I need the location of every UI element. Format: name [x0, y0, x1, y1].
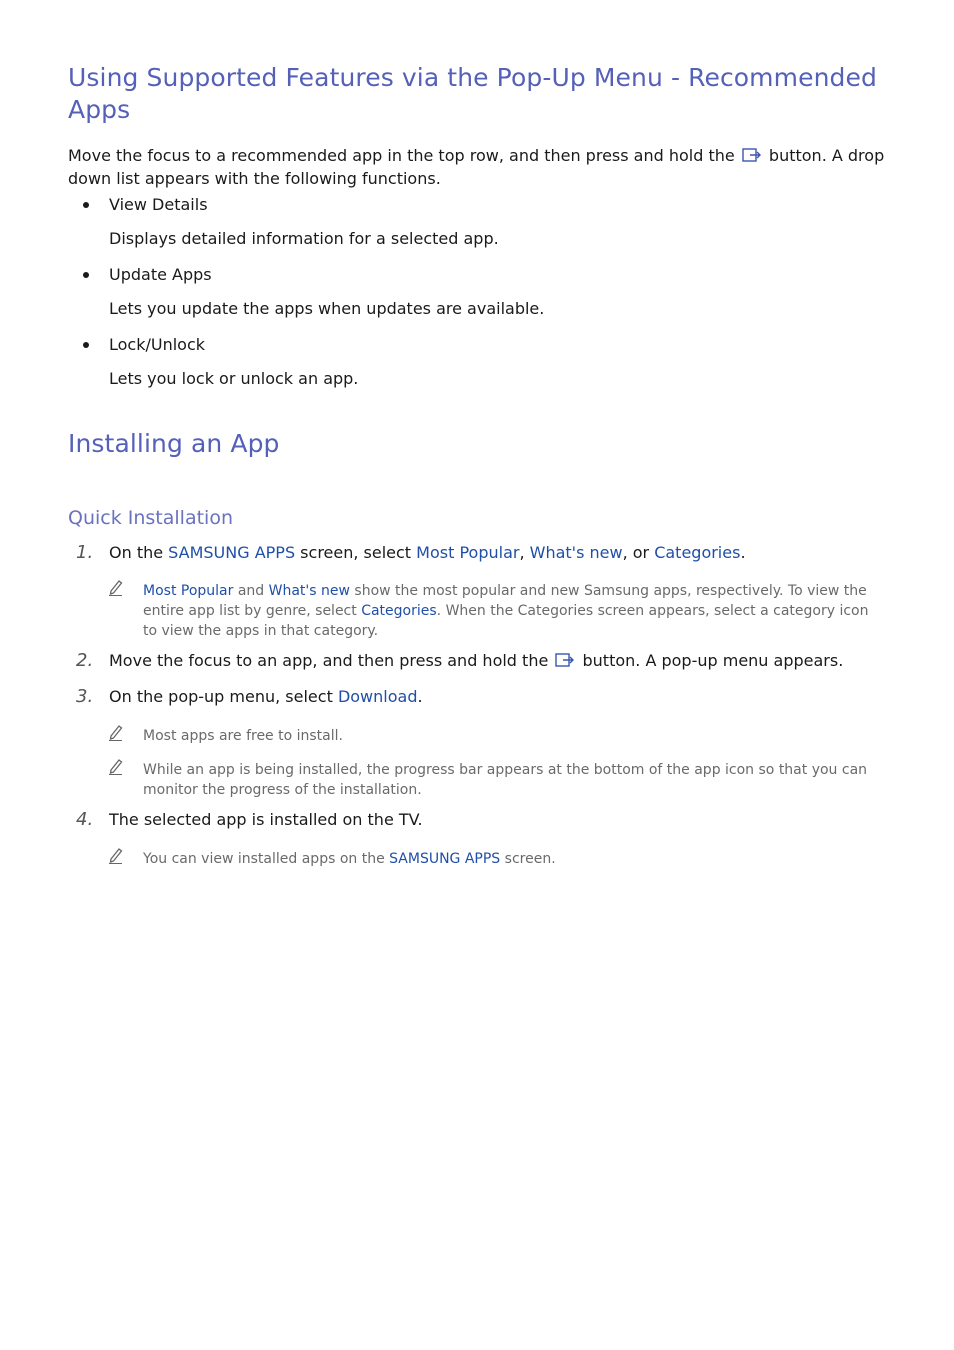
step-text: On the pop-up menu, select: [109, 687, 338, 706]
note-text: You can view installed apps on the: [143, 851, 390, 867]
step-number: 2.: [76, 650, 94, 671]
subsection-title-quick-installation: Quick Installation: [68, 507, 233, 529]
intro-text-2: button. A drop down list appears with the following functions.: [68, 146, 885, 188]
step-text: , or: [622, 543, 655, 562]
note-text: While an app is being installed, the progress bar appears at the bottom of the app icon so that you can monitor the progress of the installation.: [143, 762, 868, 798]
enter-button-icon: [742, 147, 762, 163]
keyword-categories: Categories: [361, 603, 437, 619]
keyword-whats-new: What's new: [529, 543, 623, 562]
step-number: 4.: [76, 809, 94, 830]
list-item: [68, 333, 888, 390]
feature-title: Lock/Unlock: [109, 335, 206, 354]
bullet-icon: [83, 202, 89, 208]
step-text: On the: [109, 543, 169, 562]
note: [68, 726, 888, 746]
pencil-note-icon: [108, 846, 124, 864]
step-2: [68, 650, 888, 672]
feature-title: Update Apps: [109, 265, 212, 284]
manual-page: [68, 62, 888, 869]
step-1: [68, 542, 888, 564]
step-text: button. A pop-up menu appears.: [582, 651, 844, 670]
intro-text-1: Move the focus to a recommended app in the top row, and then press and hold the: [68, 146, 735, 165]
feature-list: [68, 193, 888, 390]
feature-title: View Details: [109, 195, 208, 214]
note: [68, 849, 888, 869]
note-text: . When the Categories screen appears, select a category icon to view the apps in that category.: [143, 603, 869, 639]
note-text: and: [233, 583, 269, 599]
step-4: [68, 809, 888, 831]
section-title-installing-app: Installing an App: [68, 429, 280, 458]
bullet-icon: [83, 272, 89, 278]
list-item: [68, 263, 888, 320]
note: [68, 760, 888, 800]
list-item: [68, 193, 888, 250]
note: [68, 581, 888, 641]
pencil-note-icon: [108, 757, 124, 775]
step-3: [68, 686, 888, 708]
step-text: ,: [519, 543, 530, 562]
pencil-note-icon: [108, 578, 124, 596]
step-text: screen, select: [295, 543, 417, 562]
enter-button-icon: [555, 652, 575, 668]
note-text: Most apps are free to install.: [143, 728, 343, 744]
keyword-most-popular: Most Popular: [143, 583, 234, 599]
keyword-most-popular: Most Popular: [416, 543, 520, 562]
step-text: .: [417, 687, 423, 706]
note-text: show the most popular and new Samsung apps, respectively. To view the entire app list by genre, select: [143, 583, 867, 619]
keyword-samsung-apps: SAMSUNG APPS: [168, 543, 296, 562]
step-text: Move the focus to an app, and then press and hold the: [109, 651, 549, 670]
keyword-download: Download: [337, 687, 418, 706]
step-number: 3.: [76, 686, 94, 707]
feature-description: Lets you lock or unlock an app.: [109, 369, 359, 388]
feature-description: Lets you update the apps when updates are available.: [109, 299, 545, 318]
bullet-icon: [83, 342, 89, 348]
feature-description: Displays detailed information for a selected app.: [109, 229, 499, 248]
section-title-recommended-apps: Using Supported Features via the Pop-Up Menu - Recommended Apps: [68, 63, 877, 124]
keyword-categories: Categories: [654, 543, 741, 562]
step-text: The selected app is installed on the TV.: [109, 810, 423, 829]
step-text: .: [740, 543, 746, 562]
keyword-samsung-apps: SAMSUNG APPS: [389, 851, 501, 867]
step-number: 1.: [76, 542, 94, 563]
keyword-whats-new: What's new: [268, 583, 350, 599]
section-intro: [68, 144, 888, 190]
note-text: screen.: [500, 851, 556, 867]
pencil-note-icon: [108, 723, 124, 741]
